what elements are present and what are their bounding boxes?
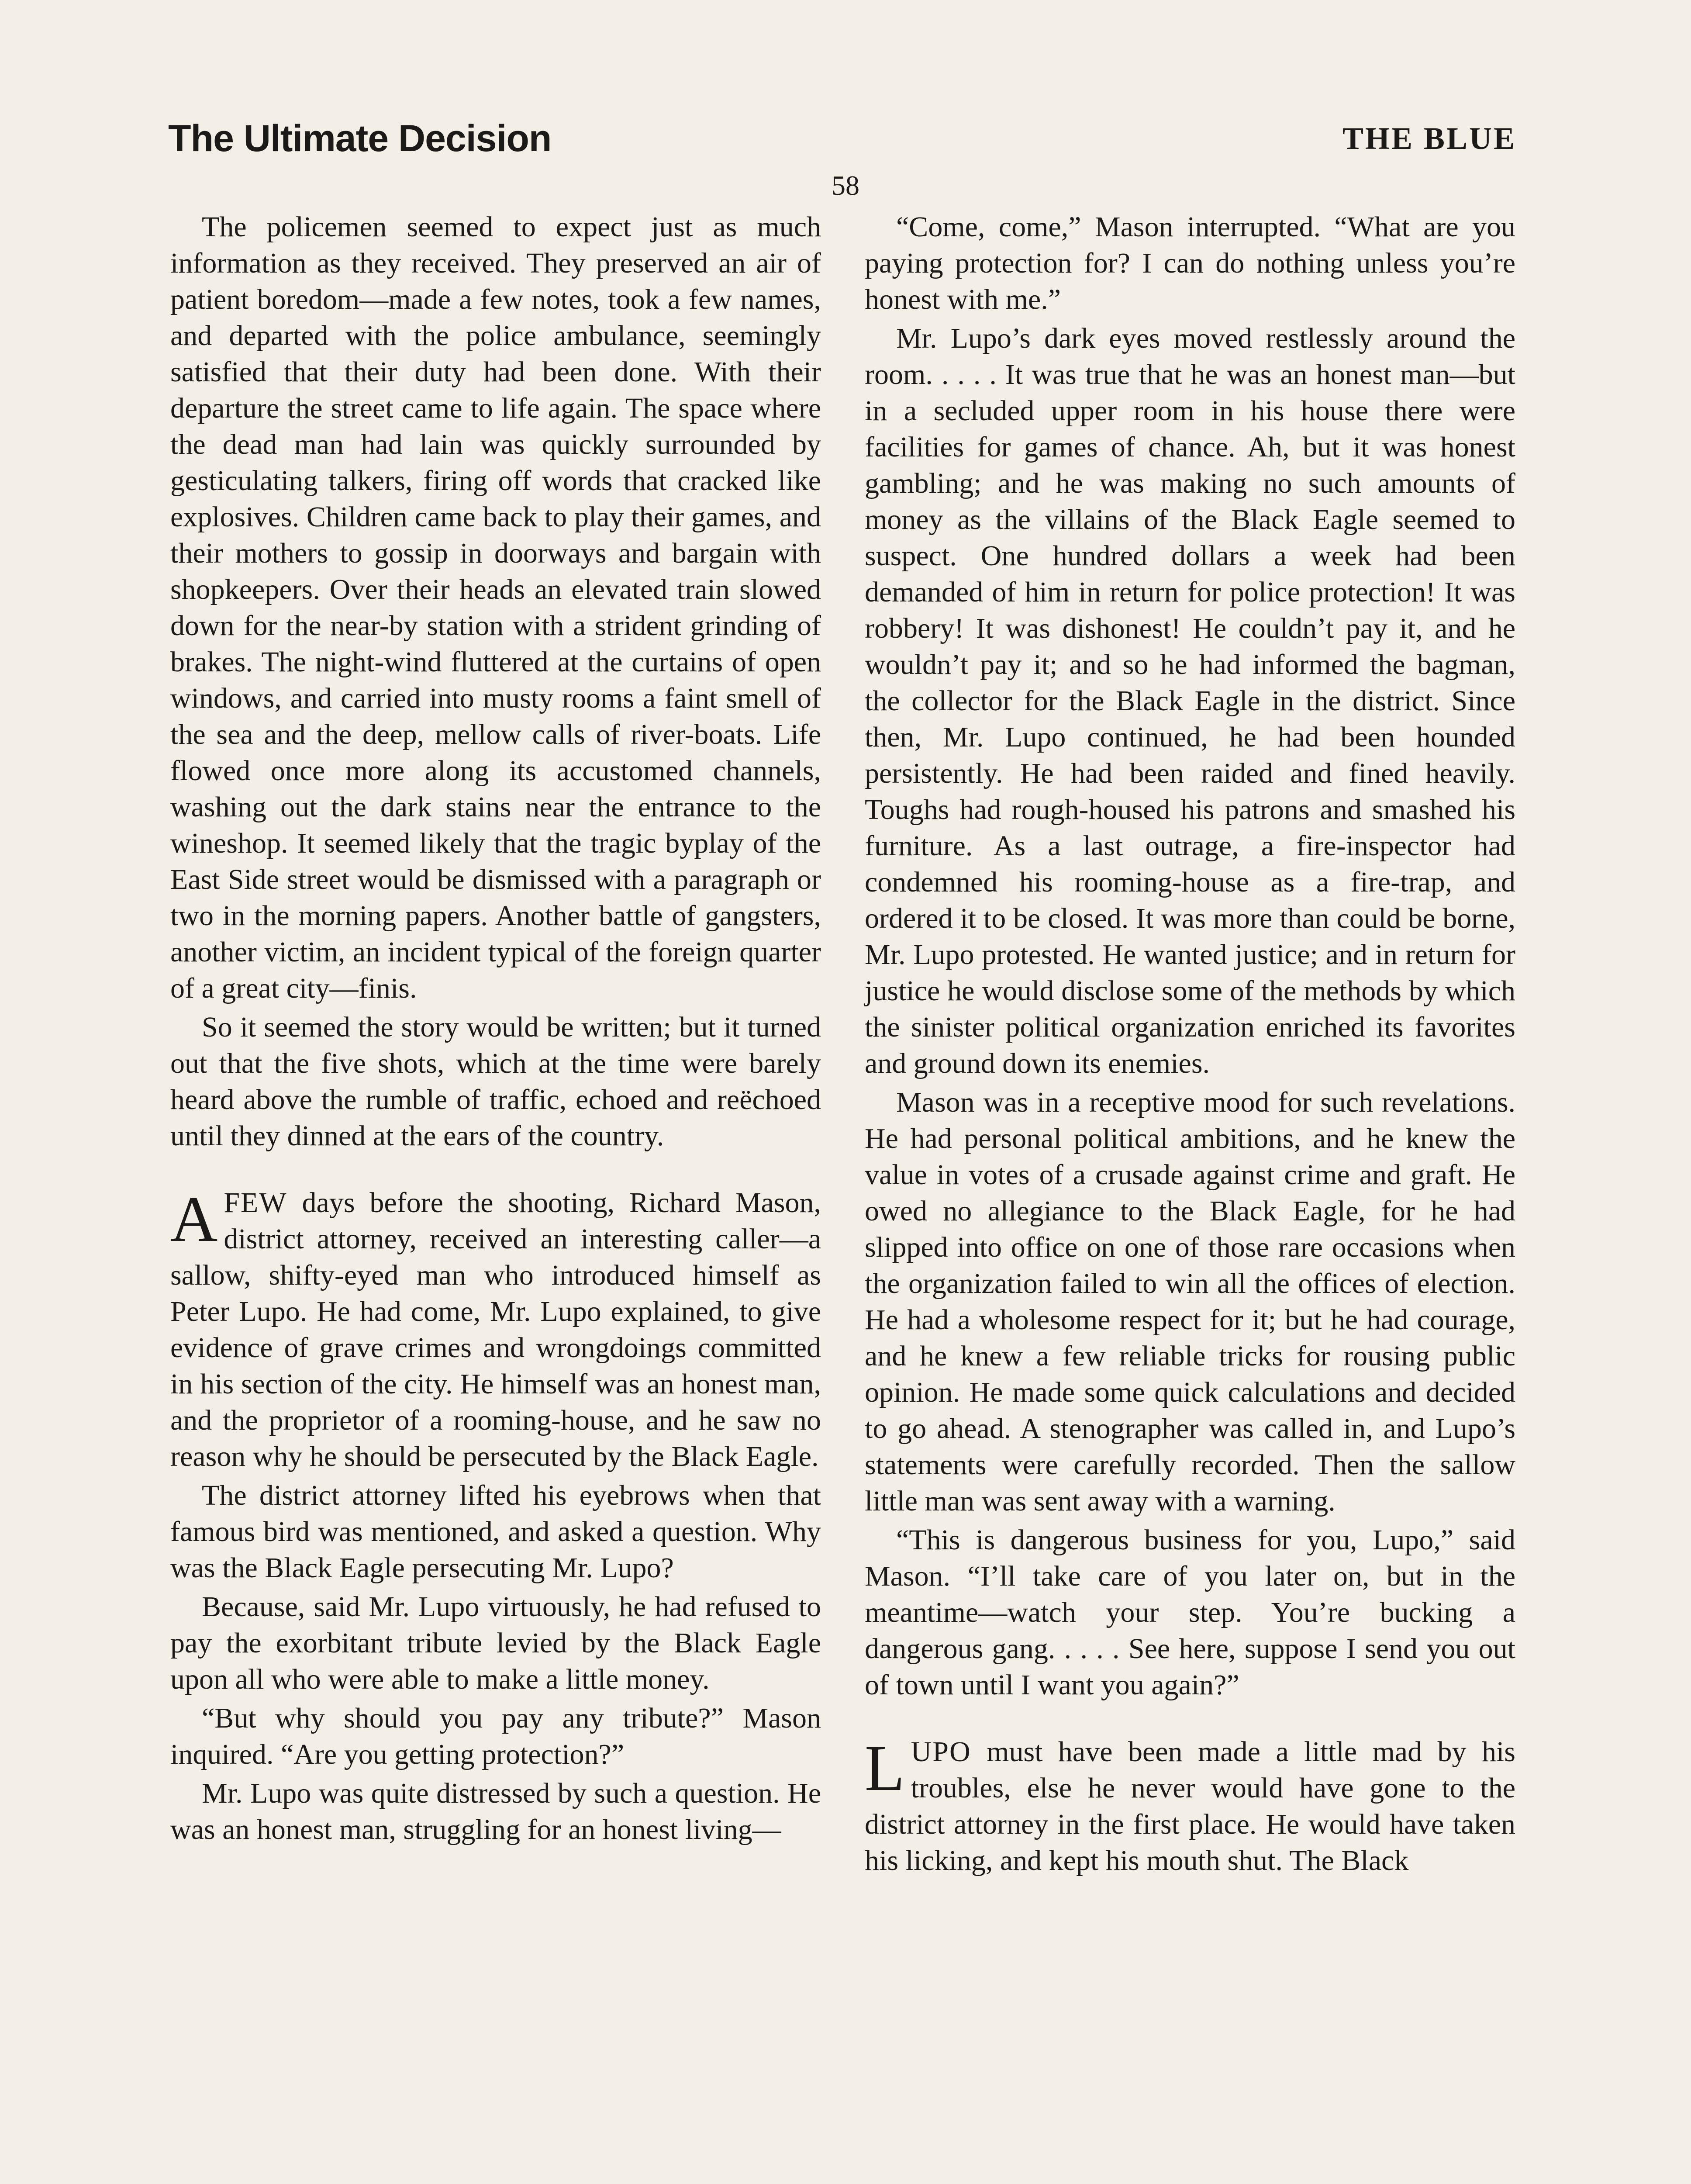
small-caps-lead: FEW <box>224 1187 287 1219</box>
drop-cap: A <box>170 1183 218 1255</box>
section-opening-paragraph <box>170 1185 821 1475</box>
paragraph: The policemen seemed to expect just as much information as they received. They preserved an air of patient boredom—made a few notes, took a few names, and departed with the police ambulance, seemingly satisfied that their duty had been done. With their departure the street came to life again. The space where the dead man had lain was quickly surrounded by gesticulating talkers, firing off words that cracked like explosives. Children came back to play their games, and their mothers to gossip in doorways and bargain with shopkeepers. Over their heads an elevated train slowed down for the near-by station with a strident grinding of brakes. The night-wind fluttered at the curtains of open windows, and carried into musty rooms a faint smell of the sea and the deep, mellow calls of river-boats. Life flowed once more along its accustomed channels, washing out the dark stains near the entrance to the wineshop. It seemed likely that the tragic byplay of the East Side street would be dismissed with a paragraph or two in the morning papers. Another battle of gangsters, another victim, an incident typical of the foreign quarter of a great city—finis. <box>170 211 821 1004</box>
paragraph: “But why should you pay any tribute?” Mason inquired. “Are you getting protection?” <box>170 1702 821 1770</box>
paragraph: “This is dangerous business for you, Lupo,” said Mason. “I’ll take care of you later on, but in the meantime—watch your step. You’re bucking a dangerous gang. . . . . See here, suppose I send you out of town until I want you again?” <box>865 1524 1515 1701</box>
drop-cap: L <box>865 1732 905 1804</box>
paragraph-text: days before the shooting, Richard Mason, district attorney, received an interesting caller—a sallow, shifty-eyed man who introduced himself as Peter Lupo. He had come, Mr. Lupo explained, to give evidence of grave crimes and wrongdoings committed in his section of the city. He himself was an honest man, and the proprietor of a rooming-house, and he saw no reason why he should be persecuted by the Black Eagle. <box>170 1187 821 1472</box>
paragraph: Mr. Lupo’s dark eyes moved restlessly around the room. . . . . It was true that he was an honest man—but in a secluded upper room in his house there were facilities for games of chance. Ah, but it was honest gambling; and he was making no such amounts of money as the villains of the Black Eagle seemed to suspect. One hundred dollars a week had been demanded of him in return for police protection! It was robbery! It was dishonest! He couldn’t pay it, and he wouldn’t pay it; and so he had informed the bagman, the collector for the Black Eagle in the district. Since then, Mr. Lupo continued, he had been hounded persistently. He had been raided and fined heavily. Toughs had rough-housed his patrons and smashed his furniture. As a last outrage, a fire-inspector had condemned his rooming-house as a fire-trap, and ordered it to be closed. It was more than could be borne, Mr. Lupo protested. He wanted justice; and in return for justice he would disclose some of the methods by which the sinister political organization enriched its favorites and ground down its enemies. <box>865 322 1515 1079</box>
section-opening-paragraph <box>865 1734 1515 1879</box>
small-caps-lead: UPO <box>911 1736 971 1768</box>
paragraph: Because, said Mr. Lupo virtuously, he had refused to pay the exorbitant tribute levied by the Black Eagle upon all who were able to make a little money. <box>170 1591 821 1695</box>
magazine-name: THE BLUE <box>1342 121 1516 156</box>
page-number: 58 <box>832 170 859 201</box>
paragraph-text: must have been made a little mad by his troubles, else he never would have gone to the district attorney in the first place. He would have taken his licking, and kept his mouth shut. The Black <box>865 1736 1515 1876</box>
paragraph: “Come, come,” Mason interrupted. “What are you paying protection for? I can do nothing unless you’re honest with me.” <box>865 211 1515 315</box>
right-column <box>865 209 1515 1881</box>
paragraph: The district attorney lifted his eyebrows when that famous bird was mentioned, and asked a question. Why was the Black Eagle persecuting Mr. Lupo? <box>170 1479 821 1584</box>
left-column <box>170 209 821 1850</box>
paragraph: Mason was in a receptive mood for such revelations. He had personal political ambitions, and he knew the value in votes of a crusade against crime and graft. He owed no allegiance to the Black Eagle, for he had slipped into office on one of those rare occasions when the organization failed to win all the offices of election. He had a wholesome respect for it; but he had courage, and he knew a few reliable tricks for rousing public opinion. He made some quick calculations and decided to go ahead. A stenographer was called in, and Lupo’s statements were carefully recorded. Then the sallow little man was sent away with a warning. <box>865 1086 1515 1517</box>
paragraph: So it seemed the story would be written; but it turned out that the five shots, which at the time were barely heard above the rumble of traffic, echoed and reëchoed until they dinned at the ears of the country. <box>170 1011 821 1152</box>
paragraph: Mr. Lupo was quite distressed by such a question. He was an honest man, struggling for an honest living— <box>170 1777 821 1845</box>
running-title: The Ultimate Decision <box>168 117 552 159</box>
